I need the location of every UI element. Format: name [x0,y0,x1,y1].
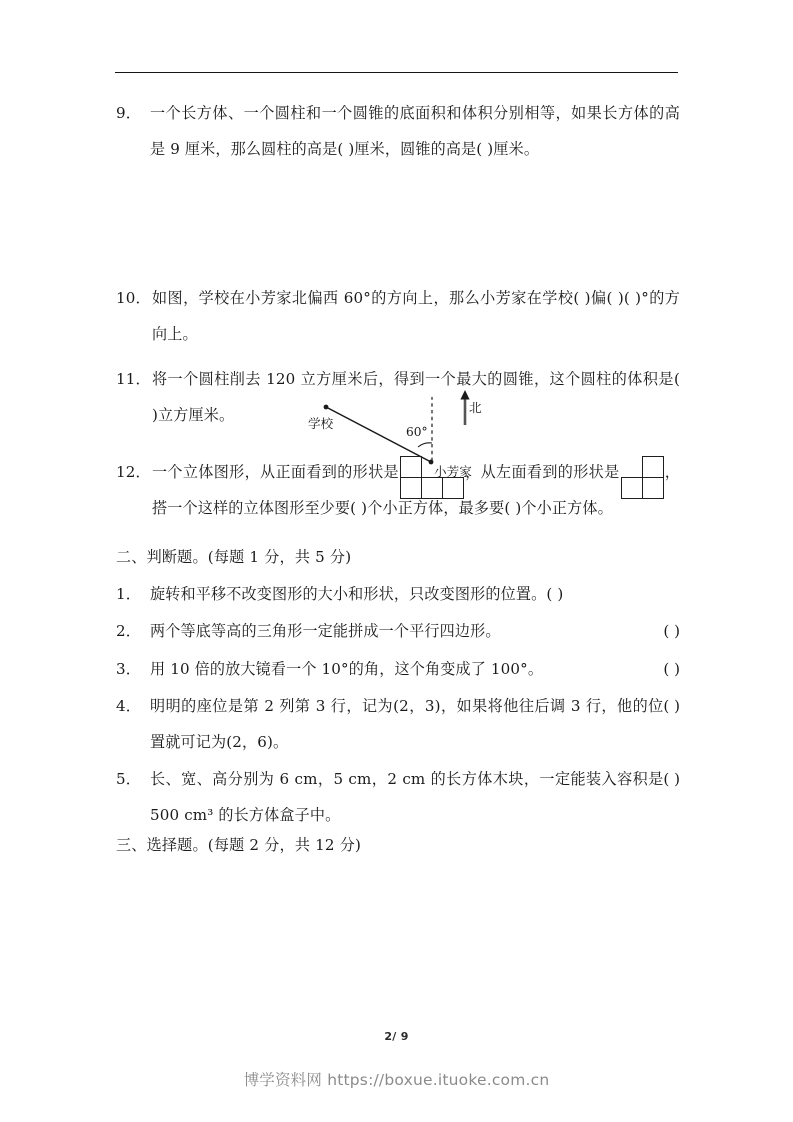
question-12-text-part2: ，从左面看到的形状是 [464,463,620,481]
question-12-text-part1: 一个立体图形，从正面看到的形状是 [152,463,399,481]
section-two-heading: 二、判断题。(每题 1 分，共 5 分) [116,548,352,566]
tf-question-5-number: 5． [116,770,141,788]
grid-cell [442,477,464,499]
tf-question-1 [116,577,680,613]
question-11 [116,362,680,433]
header-divider [115,72,678,73]
question-10 [116,281,680,352]
question-12-number: 12． [116,463,151,481]
tf-question-1-text: 旋转和平移不改变图形的大小和形状，只改变图形的位置。( ) [150,584,564,603]
tf-question-2 [116,614,680,650]
tf-question-5-brackets: ( ) [663,770,680,788]
question-11-text: 将一个圆柱削去 120 立方厘米后，得到一个最大的圆锥，这个圆柱的体积是( )立方厘米。 [152,370,680,424]
grid-cell [621,477,643,499]
diagram-label-home: 小芳家 [434,464,472,479]
angle-arc [418,443,432,447]
tf-question-5-text: 长、宽、高分别为 6 cm，5 cm，2 cm 的长方体木块，一定能装入容积是 500 cm³ 的长方体盒子中。 [150,770,664,824]
question-10-text: 如图，学校在小芳家北偏西 60°的方向上，那么小芳家在学校( )偏( )( )°的方向上。 [152,289,680,343]
grid-cell [642,477,664,499]
tf-question-5-row [150,762,680,833]
tf-question-2-number: 2． [116,622,141,640]
tf-question-2-brackets: ( ) [663,622,680,640]
grid-cell [642,456,664,478]
page-number: 2/ 9 [384,1030,409,1043]
diagram-label-north: 北 [469,400,482,415]
left-view-shape [621,456,664,499]
tf-question-3-row [150,652,680,688]
question-9-text: 一个长方体、一个圆柱和一个圆锥的底面积和体积分别相等，如果长方体的高是 9 厘米，那么圆柱的高是( )厘米，圆锥的高是( )厘米。 [150,104,680,158]
page-content [116,96,680,861]
tf-question-4-number: 4． [116,697,141,715]
question-11-number: 11． [116,370,151,388]
tf-question-2-row [150,614,680,650]
tf-question-3-brackets: ( ) [663,659,680,678]
diagram-label-school: 学校 [308,416,334,431]
tf-question-3 [116,652,680,688]
tf-question-3-text: 用 10 倍的放大镜看一个 10°的角，这个角变成了 100°。 [150,659,544,678]
tf-question-3-number: 3． [116,659,141,678]
tf-question-4-row [150,689,680,760]
section-three-heading: 三、选择题。(每题 2 分，共 12 分) [116,836,362,854]
tf-question-1-number: 1． [116,584,141,603]
front-view-shape [400,456,464,499]
tf-question-4-text: 明明的座位是第 2 列第 3 行，记为(2，3)，如果将他往后调 3 行，他的位置就可记为(2，6)。 [150,697,664,751]
question-12-text-part3: ，搭一个这样的立体图形至少要( )个小正方体，最多要( )个小正方体。 [152,463,680,517]
question-12 [116,455,680,526]
section-three-clip [116,835,680,861]
watermark-text: 博学资料网 https://boxue.ituoke.com.cn [243,1071,550,1089]
diagram-label-angle: 60° [406,425,428,439]
tf-question-5 [116,762,680,833]
grid-cell [400,477,422,499]
tf-question-4 [116,689,680,760]
grid-cell [400,456,422,478]
question-9 [116,96,680,167]
question-9-number: 9． [116,104,141,122]
tf-question-4-brackets: ( ) [663,697,680,715]
question-12-text [152,455,680,526]
question-10-number: 10． [116,289,151,307]
grid-cell [421,477,443,499]
tf-question-2-text: 两个等底等高的三角形一定能拼成一个平行四边形。 [150,622,501,640]
